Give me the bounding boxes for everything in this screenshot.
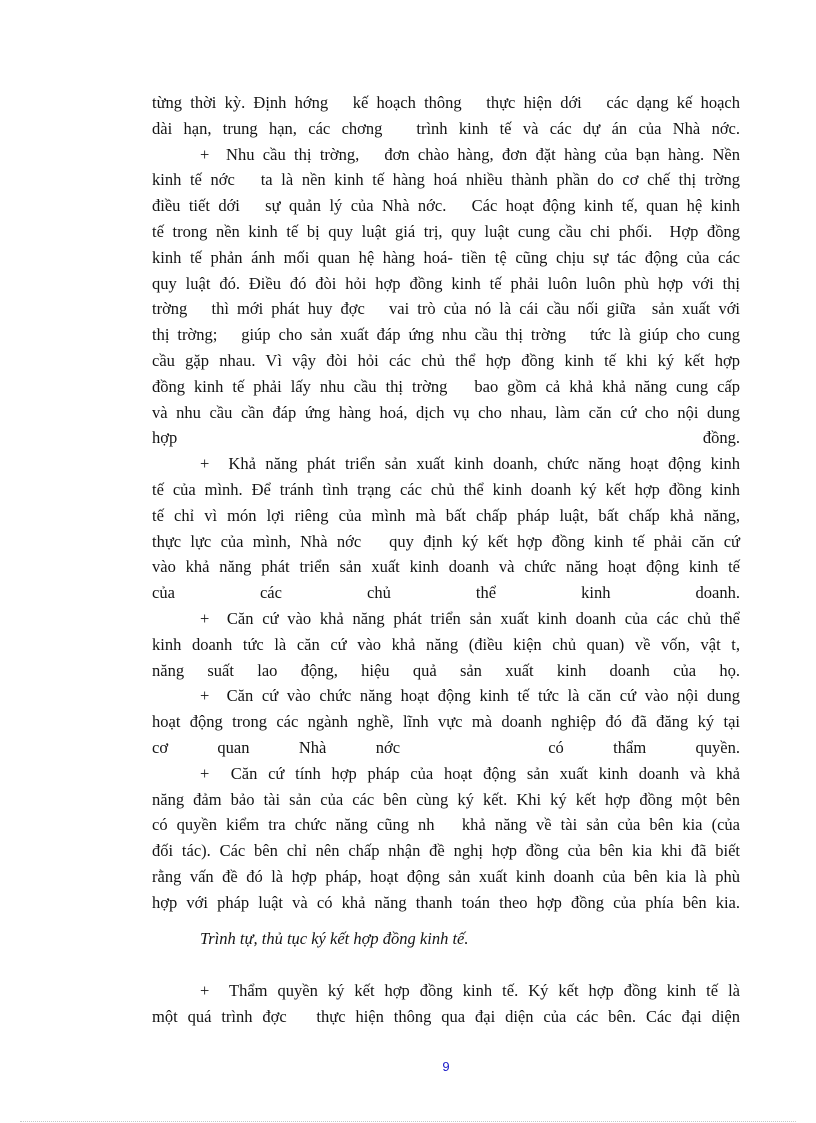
body-text [152,90,740,916]
text-line: + Căn cứ vào chức năng hoạt động kinh tế tức là căn cứ vào nội dung [200,686,740,706]
text-line: + Khả năng phát triển sản xuất kinh doanh, chức năng hoạt động kinh [200,454,740,474]
text-line: có quyền kiểm tra chức năng cũng nh khả năng về tài sản của bên kia (của [152,815,740,835]
text-line: dài hạn, trung hạn, các chơng trình kinh tế và các dự án của Nhà nớc. [152,118,740,138]
text-line: quy luật đó. Điều đó đòi hỏi hợp đồng kinh tế phải luôn luôn phù hợp với thị [152,273,740,293]
text-line: cầu gặp nhau. Vì vậy đòi hỏi các chủ thể hợp đồng kinh tế khi ký kết hợp [152,350,740,370]
paragraph [152,761,740,916]
paragraph [152,978,740,1030]
section-heading: Trình tự, thủ tục ký kết hợp đồng kinh tế. [200,929,469,948]
text-line: từng thời kỳ. Định hớng kế hoạch thông thực hiện dới các dạng kế hoạch [152,93,740,112]
text-line: một quá trình đợc thực hiện thông qua đại diện của các bên. Các đại diện [152,1007,740,1026]
paragraph [152,606,740,683]
text-line: đối tác). Các bên chỉ nên chấp nhận đề nghị hợp đồng của bên kia khi đã biết [152,841,740,861]
text-line: điều tiết dới sự quản lý của Nhà nớc. Các hoạt động kinh tế, quan hệ kinh [152,196,740,216]
text-line: năng suất lao động, hiệu quả sản xuất kinh doanh của họ. [152,660,740,680]
text-line: + Căn cứ vào khả năng phát triển sản xuất kinh doanh của các chủ thể [200,608,740,628]
paragraph [152,90,740,142]
body-text-continued [152,978,740,1030]
text-line: hoạt động trong các ngành nghề, lĩnh vực mà doanh nghiệp đó đã đăng ký tại [152,712,740,732]
page-number: 9 [442,1059,450,1074]
text-line: năng đảm bảo tài sản của các bên cùng ký kết. Khi ký kết hợp đồng một bên [152,789,740,809]
text-line: thị trờng; giúp cho sản xuất đáp ứng nhu cầu thị trờng tức là giúp cho cung [152,325,740,345]
text-line: rằng vấn đề đó là hợp pháp, hoạt động sản xuất kinh doanh của bên kia là phù [152,866,740,886]
text-line: kinh tế nớc ta là nền kinh tế hàng hoá nhiều thành phần do cơ chế thị trờng [152,170,740,190]
text-line: kinh doanh tức là căn cứ vào khả năng (điều kiện chủ quan) về vốn, vật t, [152,634,740,654]
text-line: thực lực của mình, Nhà nớc quy định ký kết hợp đồng kinh tế phải căn cứ [152,531,740,551]
text-line: cơ quan Nhà nớc có thẩm quyền. [152,737,740,757]
text-line: tế chỉ vì món lợi riêng của mình mà bất chấp pháp luật, bất chấp khả năng, [152,505,740,525]
text-line: trờng thì mới phát huy đợc vai trò của nó là cái cầu nối giữa sản xuất với [152,299,740,319]
text-line: và nhu cầu cần đáp ứng hàng hoá, dịch vụ cho nhau, làm căn cứ cho nội dung [152,402,740,422]
text-line: tế của mình. Để tránh tình trạng các chủ thể kinh doanh ký kết hợp đồng kinh [152,479,740,499]
text-line: đồng kinh tế phải lấy nhu cầu thị trờng bao gồm cả khả khả năng cung cấp [152,376,740,396]
text-line: + Nhu cầu thị trờng, đơn chào hàng, đơn đặt hàng của bạn hàng. Nền [200,144,740,164]
text-line: của các chủ thể kinh doanh. [152,583,740,603]
footer-divider [20,1121,796,1122]
text-line: + Căn cứ tính hợp pháp của hoạt động sản xuất kinh doanh và khả [200,763,740,783]
text-line: vào khả năng phát triển sản xuất kinh doanh và chức năng hoạt động kinh tế [152,557,740,577]
text-line: hợp với pháp luật và có khả năng thanh toán theo hợp đồng của phía bên kia. [152,892,740,912]
paragraph [152,142,740,452]
text-line: hợp đồng. [152,428,740,448]
paragraph [152,683,740,760]
text-line: kinh tế phản ánh mối quan hệ hàng hoá- tiền tệ cũng chịu sự tác động của các [152,247,740,267]
text-line: + Thẩm quyền ký kết hợp đồng kinh tế. Ký kết hợp đồng kinh tế là [200,981,740,1000]
text-line: tế trong nền kinh tế bị quy luật giá trị, quy luật cung cầu chi phối. Hợp đồng [152,221,740,241]
paragraph [152,451,740,606]
